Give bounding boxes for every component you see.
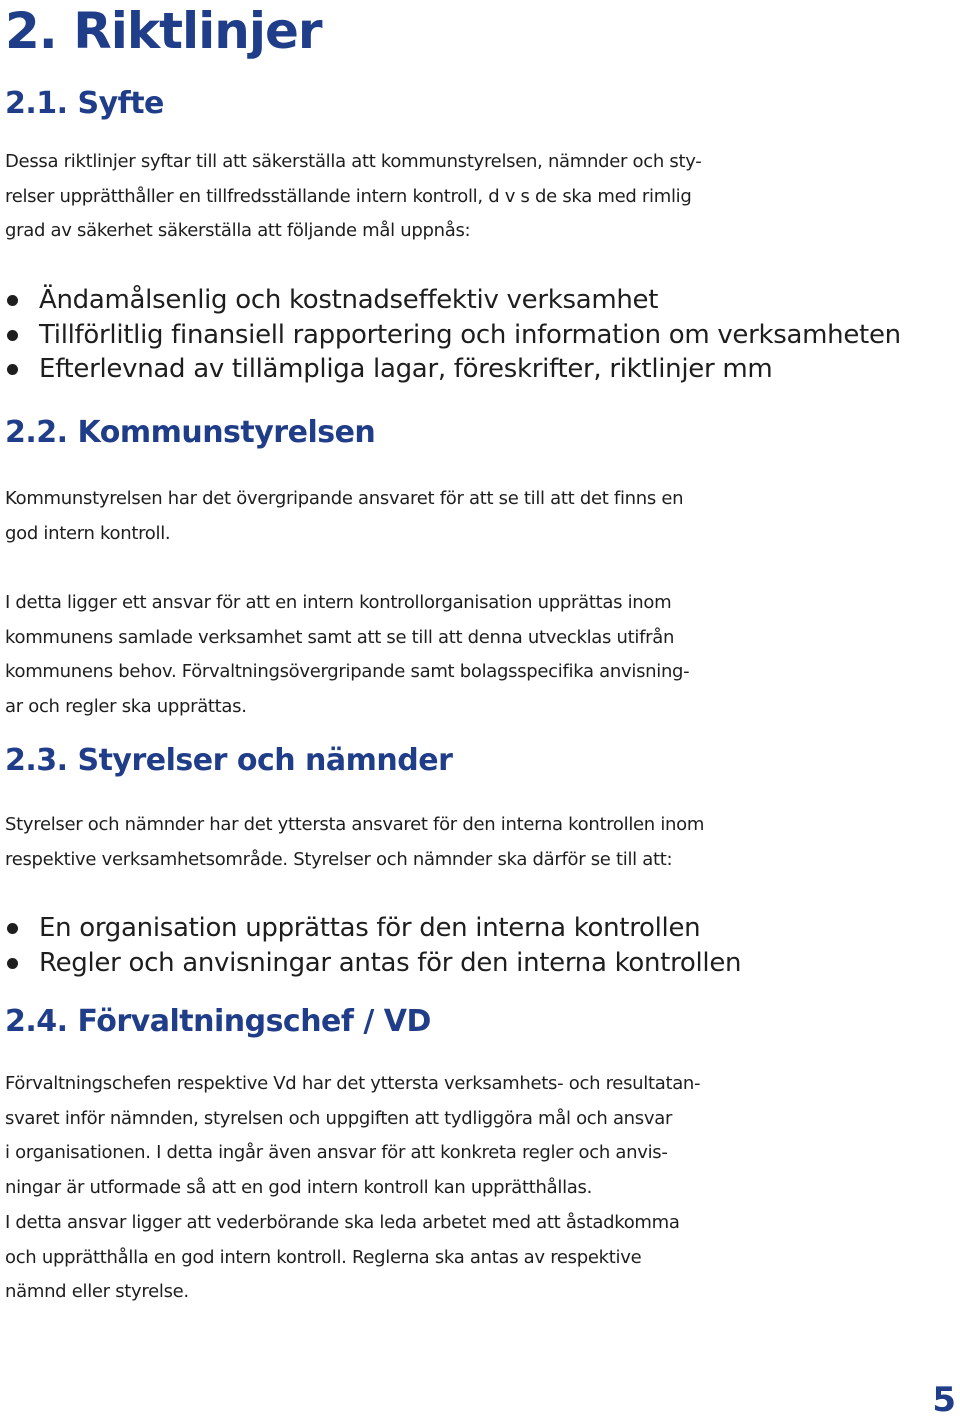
para-styrelser bbox=[5, 808, 960, 877]
text-line: kommunens behov. Förvaltningsövergripande samt bolagsspecifika anvisning- bbox=[5, 661, 690, 683]
list-item-text: Regler och anvisningar antas för den interna kontrollen bbox=[39, 947, 742, 978]
bullet-list-syfte bbox=[5, 283, 901, 387]
list-item-text: Ändamålsenlig och kostnadseffektiv verksamhet bbox=[39, 285, 659, 315]
list-item-text: Efterlevnad av tillämpliga lagar, föreskrifter, riktlinjer mm bbox=[39, 354, 773, 385]
list-item-text: En organisation upprättas för den interna kontrollen bbox=[39, 913, 701, 943]
heading-kommunstyrelsen: 2.2. Kommunstyrelsen bbox=[5, 415, 376, 450]
text-line: Dessa riktlinjer syftar till att säkerställa att kommunstyrelsen, nämnder och sty- bbox=[5, 151, 702, 172]
text-line: Förvaltningschefen respektive Vd har det yttersta verksamhets- och resultatan- bbox=[5, 1073, 701, 1094]
bullet-icon bbox=[7, 330, 18, 341]
list-item bbox=[5, 911, 741, 946]
list-item-text: Tillförlitlig finansiell rapportering och information om verksamheten bbox=[39, 319, 901, 350]
page-title: 2. Riktlinjer bbox=[5, 2, 322, 60]
list-item bbox=[5, 283, 901, 318]
text-line: grad av säkerhet säkerställa att följande mål uppnås: bbox=[5, 220, 471, 242]
bullet-icon bbox=[7, 295, 18, 306]
text-line: ningar är utformade så att en god intern kontroll kan upprätthållas. bbox=[5, 1177, 593, 1199]
para-syfte bbox=[5, 145, 960, 249]
text-line: I detta ansvar ligger att vederbörande ska leda arbetet med att åstadkomma bbox=[5, 1211, 680, 1233]
text-line: Kommunstyrelsen har det övergripande ansvaret för att se till att det finns en bbox=[5, 488, 684, 509]
text-line: nämnd eller styrelse. bbox=[5, 1281, 189, 1303]
text-line: Styrelser och nämnder har det yttersta ansvaret för den interna kontrollen inom bbox=[5, 814, 705, 835]
heading-styrelser-och-namnder: 2.3. Styrelser och nämnder bbox=[5, 743, 453, 778]
list-item bbox=[5, 946, 741, 981]
text-line: i organisationen. I detta ingår även ansvar för att konkreta regler och anvis- bbox=[5, 1142, 668, 1164]
text-line: relser upprätthåller en tillfredsställande intern kontroll, d v s de ska med rimlig bbox=[5, 185, 692, 207]
text-line: och upprätthålla en god intern kontroll. Reglerna ska antas av respektive bbox=[5, 1246, 642, 1268]
para-forvaltningschef bbox=[5, 1067, 960, 1310]
list-item bbox=[5, 318, 901, 353]
bullet-list-styrelser bbox=[5, 911, 741, 980]
bullet-icon bbox=[7, 958, 18, 969]
para-kommunstyrelsen-2 bbox=[5, 586, 960, 725]
text-line: svaret inför nämnden, styrelsen och uppgiften att tydliggöra mål och ansvar bbox=[5, 1107, 673, 1129]
bullet-icon bbox=[7, 923, 18, 934]
bullet-icon bbox=[7, 364, 18, 375]
text-line: god intern kontroll. bbox=[5, 522, 171, 544]
para-kommunstyrelsen-1 bbox=[5, 482, 960, 551]
heading-forvaltningschef: 2.4. Förvaltningschef / VD bbox=[5, 1004, 431, 1039]
heading-syfte: 2.1. Syfte bbox=[5, 86, 164, 121]
text-line: respektive verksamhetsområde. Styrelser och nämnder ska därför se till att: bbox=[5, 848, 673, 870]
text-line: I detta ligger ett ansvar för att en intern kontrollorganisation upprättas inom bbox=[5, 592, 672, 613]
text-line: ar och regler ska upprättas. bbox=[5, 696, 247, 718]
page-number: 5 bbox=[932, 1380, 956, 1420]
list-item bbox=[5, 352, 901, 387]
text-line: kommunens samlade verksamhet samt att se till att denna utvecklas utifrån bbox=[5, 626, 675, 648]
